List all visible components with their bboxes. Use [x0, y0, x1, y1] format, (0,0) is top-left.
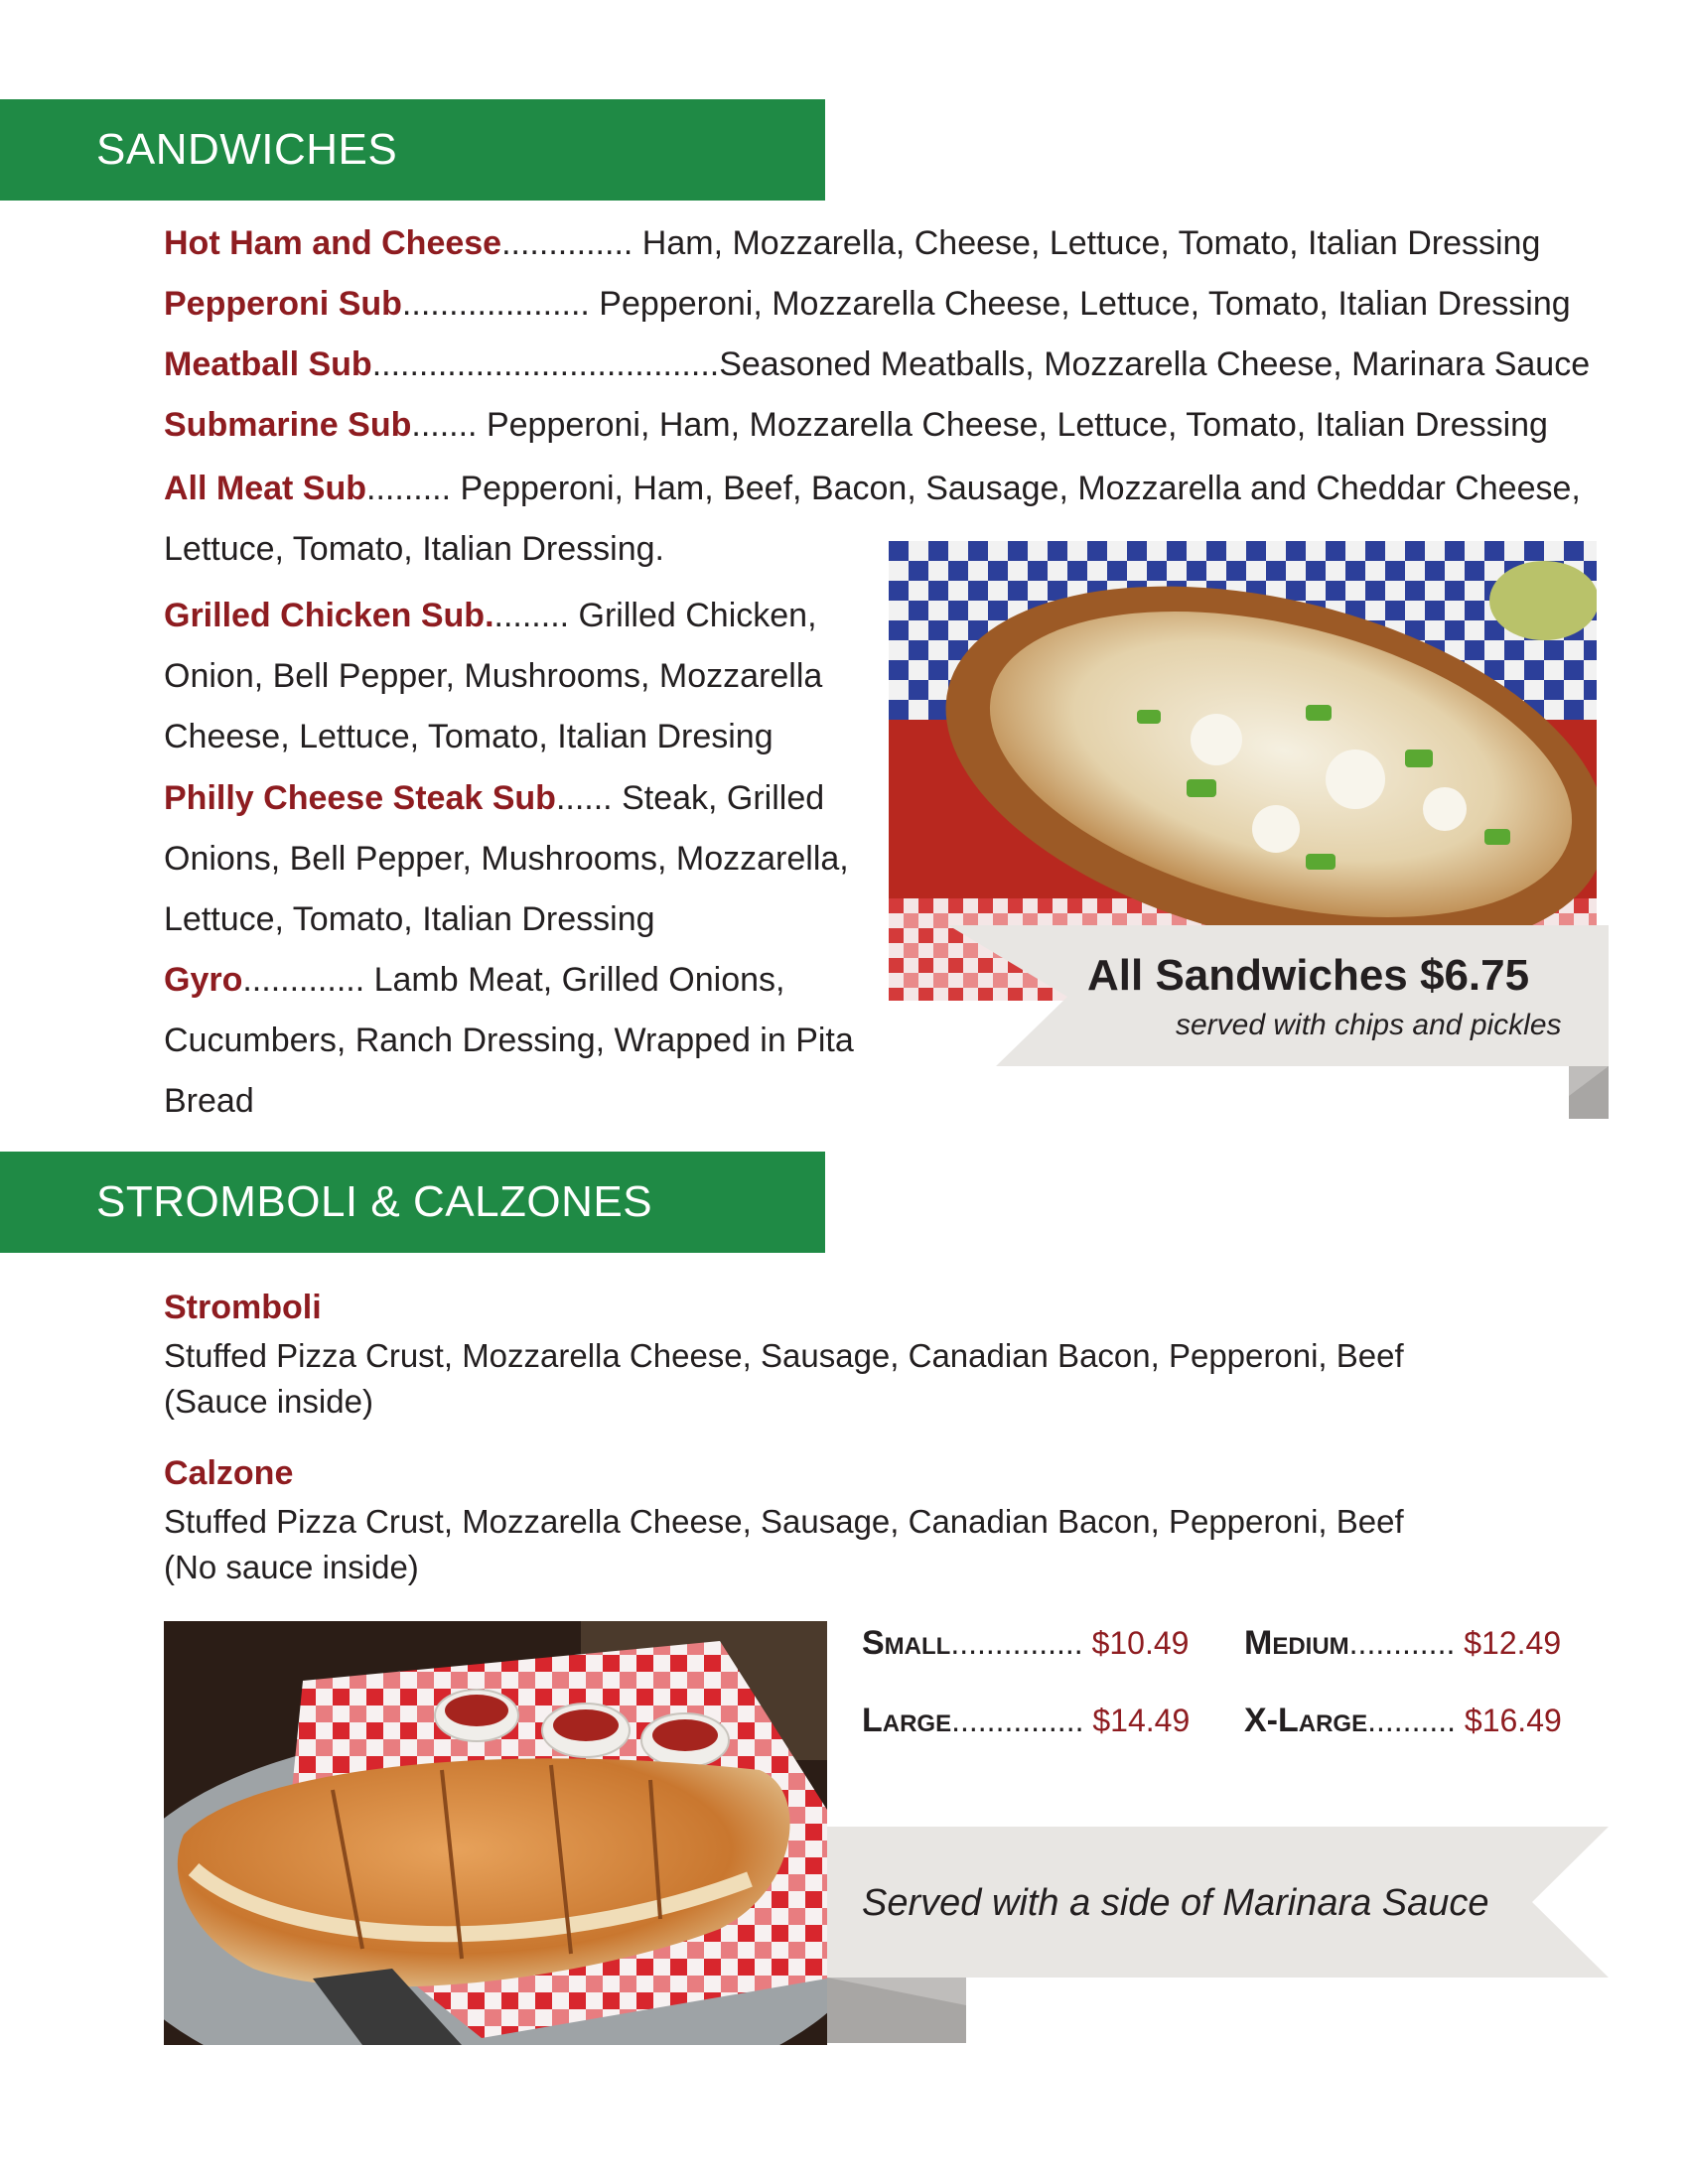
size-price: $10.49	[1091, 1625, 1190, 1661]
item-name: Philly Cheese Steak Sub	[164, 779, 556, 817]
dot-leader: ............	[1348, 1625, 1456, 1661]
dot-leader: ..............	[501, 224, 633, 262]
description-line: (No sauce inside)	[164, 1549, 419, 1585]
item-name: All Meat Sub	[164, 470, 367, 507]
calzone-illustration	[164, 1621, 827, 2045]
item-description: Seasoned Meatballs, Mozzarella Cheese, Marinara Sauce	[719, 345, 1591, 383]
menu-item	[164, 406, 1548, 445]
item-name-calzone: Calzone	[164, 1454, 294, 1492]
description-line: Stuffed Pizza Crust, Mozzarella Cheese, Sausage, Canadian Bacon, Pepperoni, Beef	[164, 1503, 1404, 1540]
item-name: Meatball Sub	[164, 345, 372, 383]
item-description: Pepperoni, Mozzarella Cheese, Lettuce, Tomato, Italian Dressing	[589, 285, 1571, 323]
item-description-calzone	[164, 1499, 1475, 1590]
item-description: Steak, Grilled Onions, Bell Pepper, Mushrooms, Mozzarella, Lettuce, Tomato, Italian Dressing	[164, 779, 849, 938]
item-description: Lamb Meat, Grilled Onions, Cucumbers, Ranch Dressing, Wrapped in Pita Bread	[164, 961, 854, 1120]
size-price-medium	[1244, 1624, 1561, 1663]
item-description-stromboli	[164, 1333, 1475, 1425]
size-label: Large	[862, 1702, 952, 1739]
size-price-xlarge	[1244, 1702, 1562, 1740]
size-price-small	[862, 1624, 1189, 1663]
size-price-large	[862, 1702, 1190, 1740]
item-description: Grilled Chicken, Onion, Bell Pepper, Mushrooms, Mozzarella Cheese, Lettuce, Tomato, Italian Dresing	[164, 597, 823, 755]
dot-leader: ..........	[1367, 1703, 1457, 1738]
size-label: Small	[862, 1624, 951, 1662]
calzone-photo	[164, 1621, 827, 2045]
description-line: Stuffed Pizza Crust, Mozzarella Cheese, Sausage, Canadian Bacon, Pepperoni, Beef	[164, 1337, 1404, 1374]
section-title: STROMBOLI & CALZONES	[96, 1177, 653, 1226]
dot-leader: .......	[411, 406, 478, 444]
menu-item	[164, 586, 879, 767]
size-price: $14.49	[1092, 1703, 1191, 1738]
dot-leader: ......	[555, 779, 613, 817]
section-banner-stromboli	[0, 1152, 825, 1253]
size-label: X-Large	[1244, 1702, 1368, 1739]
item-name: Gyro	[164, 961, 243, 999]
dot-leader: ........	[493, 597, 570, 634]
item-description: Ham, Mozzarella, Cheese, Lettuce, Tomato, Italian Dressing	[633, 224, 1541, 262]
menu-item	[164, 285, 1571, 324]
dot-leader: .........	[366, 470, 452, 507]
dot-leader: ...............	[951, 1703, 1084, 1738]
menu-item	[164, 345, 1590, 384]
item-name: Pepperoni Sub	[164, 285, 402, 323]
dot-leader: ...............	[950, 1625, 1083, 1661]
item-description: Pepperoni, Ham, Mozzarella Cheese, Lettuce, Tomato, Italian Dressing	[477, 406, 1548, 444]
menu-item	[164, 950, 859, 1132]
sandwich-price-note: served with chips and pickles	[1176, 1009, 1562, 1041]
item-description: Pepperoni, Ham, Beef, Bacon, Sausage, Mozzarella and Cheddar Cheese, Lettuce, Tomato, Italian Dressing.	[164, 470, 1581, 568]
menu-item	[164, 224, 1540, 263]
item-name: Submarine Sub	[164, 406, 412, 444]
marinara-note: Served with a side of Marinara Sauce	[862, 1882, 1489, 1924]
item-name: Grilled Chicken Sub.	[164, 597, 494, 634]
size-price: $12.49	[1464, 1625, 1562, 1661]
dot-leader: .....................................	[371, 345, 720, 383]
section-banner-sandwiches	[0, 99, 825, 201]
size-price: $16.49	[1464, 1703, 1562, 1738]
sandwich-price: All Sandwiches $6.75	[1087, 951, 1530, 1000]
dot-leader: .............	[242, 961, 365, 999]
item-name-stromboli: Stromboli	[164, 1289, 322, 1326]
item-name: Hot Ham and Cheese	[164, 224, 502, 262]
size-label: Medium	[1244, 1624, 1349, 1662]
marinara-ribbon	[827, 1827, 1609, 2052]
dot-leader: ....................	[401, 285, 590, 323]
description-line: (Sauce inside)	[164, 1383, 373, 1420]
menu-item	[164, 768, 879, 950]
section-title: SANDWICHES	[96, 125, 398, 174]
